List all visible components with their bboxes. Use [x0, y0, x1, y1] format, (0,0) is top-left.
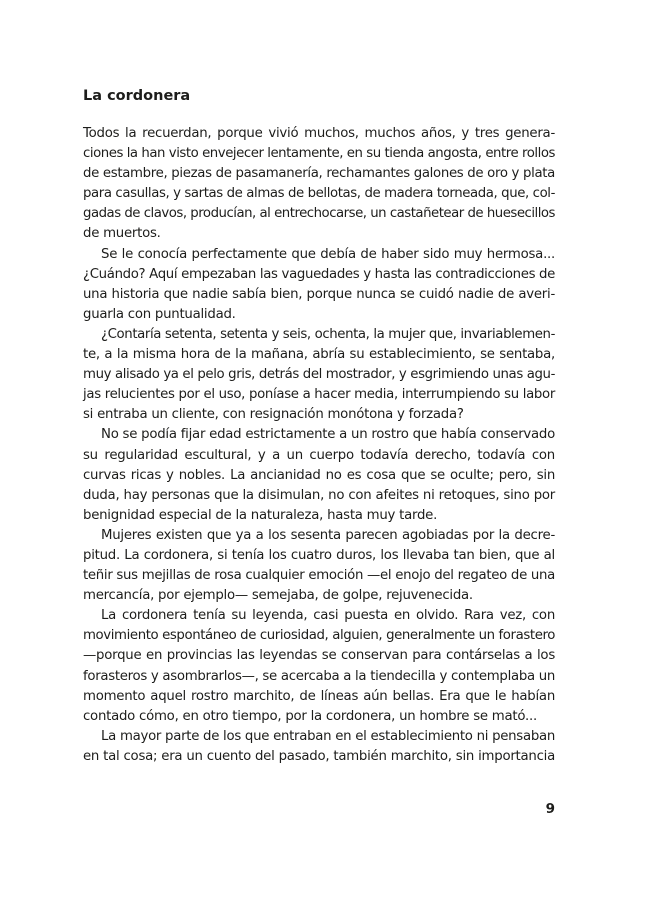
paragraph: [83, 727, 555, 767]
text-line: ciones la han visto envejecer lentamente, en su tienda angosta, entre rollos: [83, 146, 555, 162]
text-line: curvas ricas y nobles. La ancianidad no es cosa que se oculte; pero, sin: [83, 467, 555, 483]
text-line: La cordonera tenía su leyenda, casi puesta en olvido. Rara vez, con: [101, 608, 555, 624]
chapter-title: La cordonera: [83, 88, 191, 104]
paragraph: [83, 124, 555, 245]
text-line: su regularidad escultural, y a un cuerpo todavía derecho, todavía con: [83, 447, 555, 463]
text-line: si entraba un cliente, con resignación monótona y forzada?: [83, 407, 464, 423]
text-line: jas relucientes por el uso, poníase a hacer media, interrumpiendo su labor: [83, 387, 555, 403]
paragraph: [83, 245, 555, 325]
text-line: momento aquel rostro marchito, de líneas aún bellas. Era que le habían: [83, 688, 555, 704]
text-line: contado cómo, en otro tiempo, por la cordonera, un hombre se mató...: [83, 708, 537, 724]
text-line: forasteros y asombrarlos—, se acercaba a la tiendecilla y contemplaba un: [83, 668, 555, 684]
text-line: ¿Contaría setenta, setenta y seis, ochenta, la mujer que, invariablemen-: [101, 326, 555, 342]
paragraph: [83, 425, 555, 525]
text-line: de estambre, piezas de pasamanería, rechamantes galones de oro y plata: [83, 166, 555, 182]
text-line: pitud. La cordonera, si tenía los cuatro duros, los llevaba tan bien, que al: [83, 547, 555, 563]
text-line: teñir sus mejillas de rosa cualquier emoción —el enojo del regateo de una: [83, 568, 555, 584]
text-line: benignidad especial de la naturaleza, hasta muy tarde.: [83, 507, 438, 523]
text-line: de muertos.: [83, 226, 161, 242]
text-line: Todos la recuerdan, porque vivió muchos, muchos años, y tres genera-: [83, 126, 555, 141]
text-line: duda, hay personas que la disimulan, no con afeites ni retoques, sino por: [83, 487, 555, 503]
text-line: Se le conocía perfectamente que debía de haber sido muy hermosa...: [101, 246, 555, 262]
text-line: muy alisado ya el pelo gris, detrás del mostrador, y esgrimiendo unas agu-: [83, 367, 555, 383]
page-number: 9: [545, 801, 555, 817]
paragraph: [83, 526, 555, 606]
text-line: en tal cosa; era un cuento del pasado, también marchito, sin importancia: [83, 748, 555, 764]
text-line: guarla con puntualidad.: [83, 306, 236, 322]
text-line: La mayor parte de los que entraban en el establecimiento ni pensaban: [101, 728, 555, 744]
text-line: —porque en provincias las leyendas se conservan para contárselas a los: [83, 648, 555, 664]
text-line: una historia que nadie sabía bien, porque nunca se cuidó nadie de averi-: [83, 286, 555, 302]
text-line: movimiento espontáneo de curiosidad, alguien, generalmente un forastero: [83, 628, 555, 644]
text-line: No se podía fijar edad estrictamente a un rostro que había conservado: [101, 427, 556, 443]
text-line: gadas de clavos, producían, al entrechocarse, un castañetear de huesecillos: [83, 206, 555, 222]
paragraph: [83, 325, 555, 425]
text-line: para casullas, y sartas de almas de bellotas, de madera torneada, que, col-: [83, 186, 555, 202]
body-text: [83, 124, 555, 767]
text-line: ¿Cuándo? Aquí empezaban las vaguedades y hasta las contradicciones de: [83, 266, 555, 282]
paragraph: [83, 606, 555, 727]
text-line: Mujeres existen que ya a los sesenta parecen agobiadas por la decre-: [101, 527, 555, 543]
text-line: te, a la misma hora de la mañana, abría su establecimiento, se sentaba,: [83, 347, 555, 363]
text-line: mercancía, por ejemplo— semejaba, de golpe, rejuvenecida.: [83, 588, 473, 604]
